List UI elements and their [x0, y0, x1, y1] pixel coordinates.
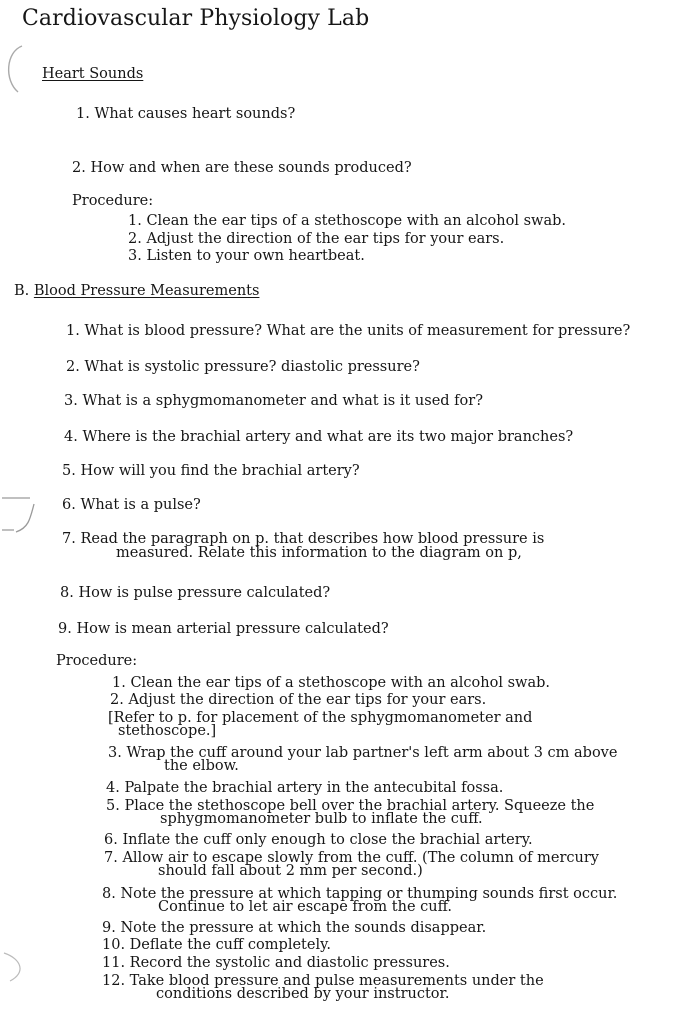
section-b-step-continuation: should fall about 2 mm per second.) — [158, 863, 423, 879]
binder-hole-mark-top — [0, 40, 30, 100]
section-a-step: 1. Clean the ear tips of a stethoscope with an alcohol swab. — [128, 213, 566, 229]
section-a-heading — [42, 66, 143, 82]
section-b-step — [104, 850, 599, 879]
section-a-question: 2. How and when are these sounds produced? — [72, 160, 412, 176]
section-b-step — [102, 973, 544, 1002]
section-a-heading-text: Heart Sounds — [42, 66, 144, 82]
section-b-step: 1. Clean the ear tips of a stethoscope with an alcohol swab. — [112, 675, 550, 691]
section-b-step-continuation: stethoscope.] — [118, 723, 217, 739]
section-b-step-continuation: sphygmomanometer bulb to inflate the cuff. — [160, 811, 483, 827]
section-b-heading-text: Blood Pressure Measurements — [33, 283, 260, 299]
section-b-step-line: 3. Wrap the cuff around your lab partner's left arm about 3 cm above — [108, 745, 618, 761]
section-b-question: 4. Where is the brachial artery and what are its two major branches? — [64, 429, 574, 445]
section-b-step — [102, 886, 617, 915]
section-b-step: 6. Inflate the cuff only enough to close the brachial artery. — [104, 832, 533, 848]
section-b-step: 9. Note the pressure at which the sounds disappear. — [102, 920, 487, 936]
binder-hole-mark-middle — [0, 490, 40, 540]
section-b-question: 1. What is blood pressure? What are the units of measurement for pressure? — [66, 323, 631, 339]
section-b-question: 5. How will you find the brachial artery? — [62, 463, 360, 479]
binder-hole-mark-bottom — [0, 945, 40, 985]
section-b-question: 8. How is pulse pressure calculated? — [60, 585, 331, 601]
section-b-step: 2. Adjust the direction of the ear tips for your ears. — [110, 692, 487, 708]
section-b-marker: B. — [14, 283, 30, 299]
section-b-heading — [14, 283, 259, 299]
section-a-question: 1. What causes heart sounds? — [76, 106, 296, 122]
section-b-procedure-label: Procedure: — [56, 653, 138, 669]
section-b-question: 9. How is mean arterial pressure calculated? — [58, 621, 389, 637]
section-b-step-line: 7. Allow air to escape slowly from the cuff. (The column of mercury — [104, 850, 599, 866]
section-b-step: 10. Deflate the cuff completely. — [102, 937, 331, 953]
section-b-question — [62, 531, 544, 561]
section-b-question: 3. What is a sphygmomanometer and what is it used for? — [64, 393, 483, 409]
section-b-step: 11. Record the systolic and diastolic pressures. — [102, 955, 450, 971]
section-b-question-line: 7. Read the paragraph on p. that describes how blood pressure is — [62, 531, 545, 547]
section-b-step-line: 8. Note the pressure at which tapping or thumping sounds first occur. — [102, 886, 618, 902]
section-b-step — [108, 710, 532, 739]
section-b-step-continuation: conditions described by your instructor. — [156, 986, 450, 1002]
section-b-step-line: 5. Place the stethoscope bell over the brachial artery. Squeeze the — [106, 798, 595, 814]
section-b-step-continuation: Continue to let air escape from the cuff. — [158, 899, 452, 915]
section-b-step-line: 12. Take blood pressure and pulse measurements under the — [102, 973, 544, 989]
section-a-step: 2. Adjust the direction of the ear tips for your ears. — [128, 231, 505, 247]
section-b-question: 6. What is a pulse? — [62, 497, 201, 513]
section-b-question-continuation: measured. Relate this information to the diagram on p, — [116, 545, 522, 561]
section-a-step: 3. Listen to your own heartbeat. — [128, 248, 365, 264]
section-b-question: 2. What is systolic pressure? diastolic pressure? — [66, 359, 420, 375]
section-b-step-line: [Refer to p. for placement of the sphygmomanometer and — [108, 710, 533, 726]
section-a-procedure-label: Procedure: — [72, 193, 154, 209]
page-title: Cardiovascular Physiology Lab — [22, 6, 370, 31]
section-b-step: 4. Palpate the brachial artery in the antecubital fossa. — [106, 780, 504, 796]
section-b-step-continuation: the elbow. — [164, 758, 239, 774]
section-b-step — [106, 798, 594, 827]
section-b-step — [108, 745, 617, 774]
